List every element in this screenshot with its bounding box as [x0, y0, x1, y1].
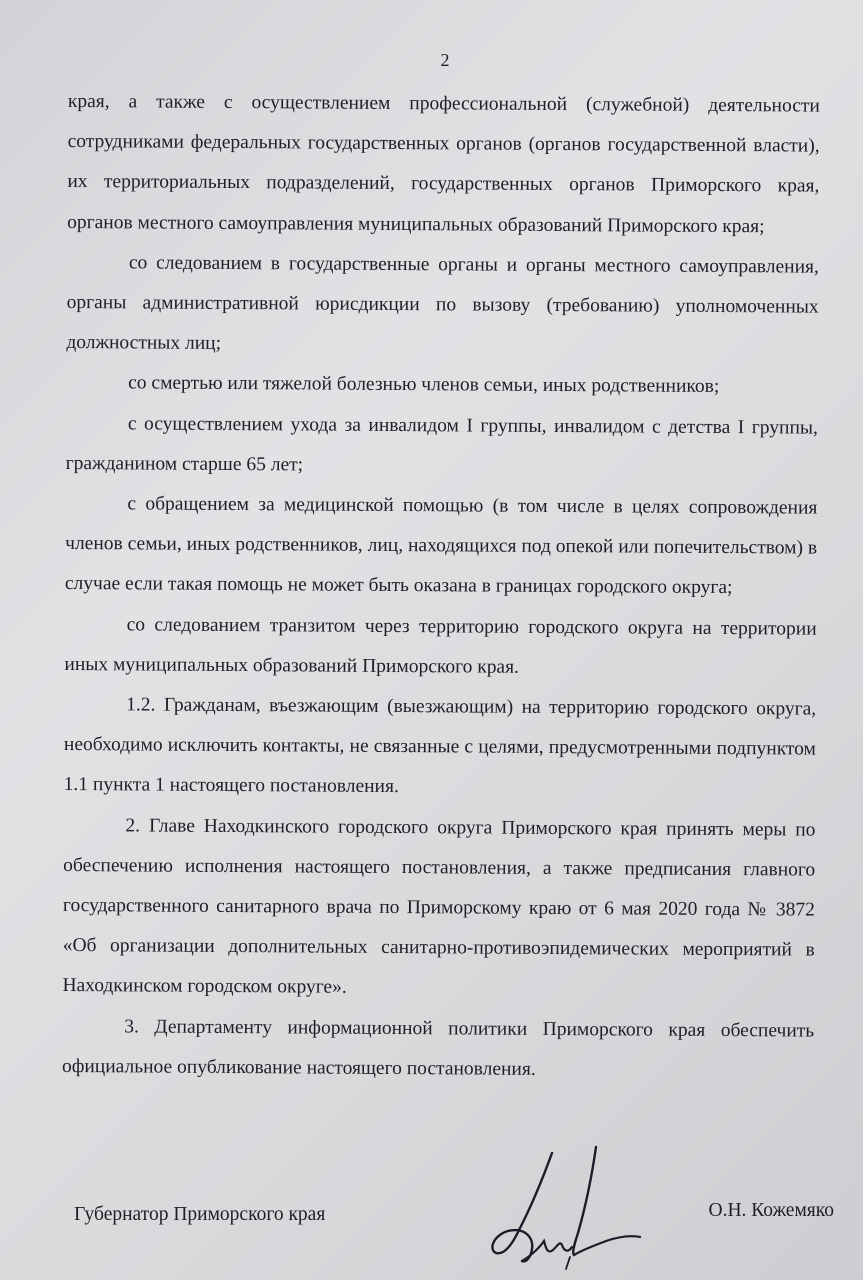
paragraph-1-2: 1.2. Гражданам, въезжающим (выезжающим) на территорию городского округа, необходимо исключить контакты, не связанные с целями, предусмотренными подпунктом 1.1 пункта 1 настоящего постановления. [63, 694, 817, 798]
paragraph-care: с осуществлением ухода за инвалидом I группы, инвалидом с детства I группы, гражданином старше 65 лет; [65, 412, 818, 476]
handwritten-signature-icon [474, 1145, 654, 1275]
page-number: 2 [440, 50, 450, 70]
paragraph-transit: со следованием транзитом через территорию городского округа на территории иных муниципальных образований Приморского края. [64, 614, 817, 678]
paragraph-death-illness: со смертью или тяжелой болезнью членов семьи, иных родственников; [128, 372, 720, 398]
paragraph-2: 2. Главе Находкинского городского округа Приморского края принять меры по обеспечению исполнения настоящего постановления, а также предписания главного государственного санитарного врача по Приморскому краю от 6 мая 2020 года № 3872 «Об организации дополнительных санитарно-противоэпидемических мероприятий в Находкинском городском округе». [62, 815, 816, 999]
signer-name: О.Н. Кожемяко [708, 1200, 834, 1221]
paragraph-medical: с обращением за медицинской помощью (в том числе в целях сопровождения членов семьи, иных родственников, лиц, находящихся под опекой или попечительством) в случае если такая помощь не может быть оказана в границах городского округа; [64, 493, 818, 599]
paragraph-3: 3. Департаменту информационной политики Приморского края обеспечить официальное опубликование настоящего постановления. [61, 1016, 815, 1080]
paragraph-continuation: края, а также с осуществлением профессиональной (служебной) деятельности сотрудниками федеральных государственных органов (органов государственной власти), их территориальных подразделений, государственных органов Приморского края, органов местного самоуправления муниципальных образований Приморского края; [67, 90, 820, 237]
document-body [62, 82, 820, 1092]
paragraph-state-bodies: со следованием в государственные органы и органы местного самоуправления, органы административной юрисдикции по вызову (требованию) уполномоченных должностных лиц; [66, 252, 819, 355]
signer-title: Губернатор Приморского края [74, 1204, 326, 1225]
signature-block [74, 1200, 834, 1260]
